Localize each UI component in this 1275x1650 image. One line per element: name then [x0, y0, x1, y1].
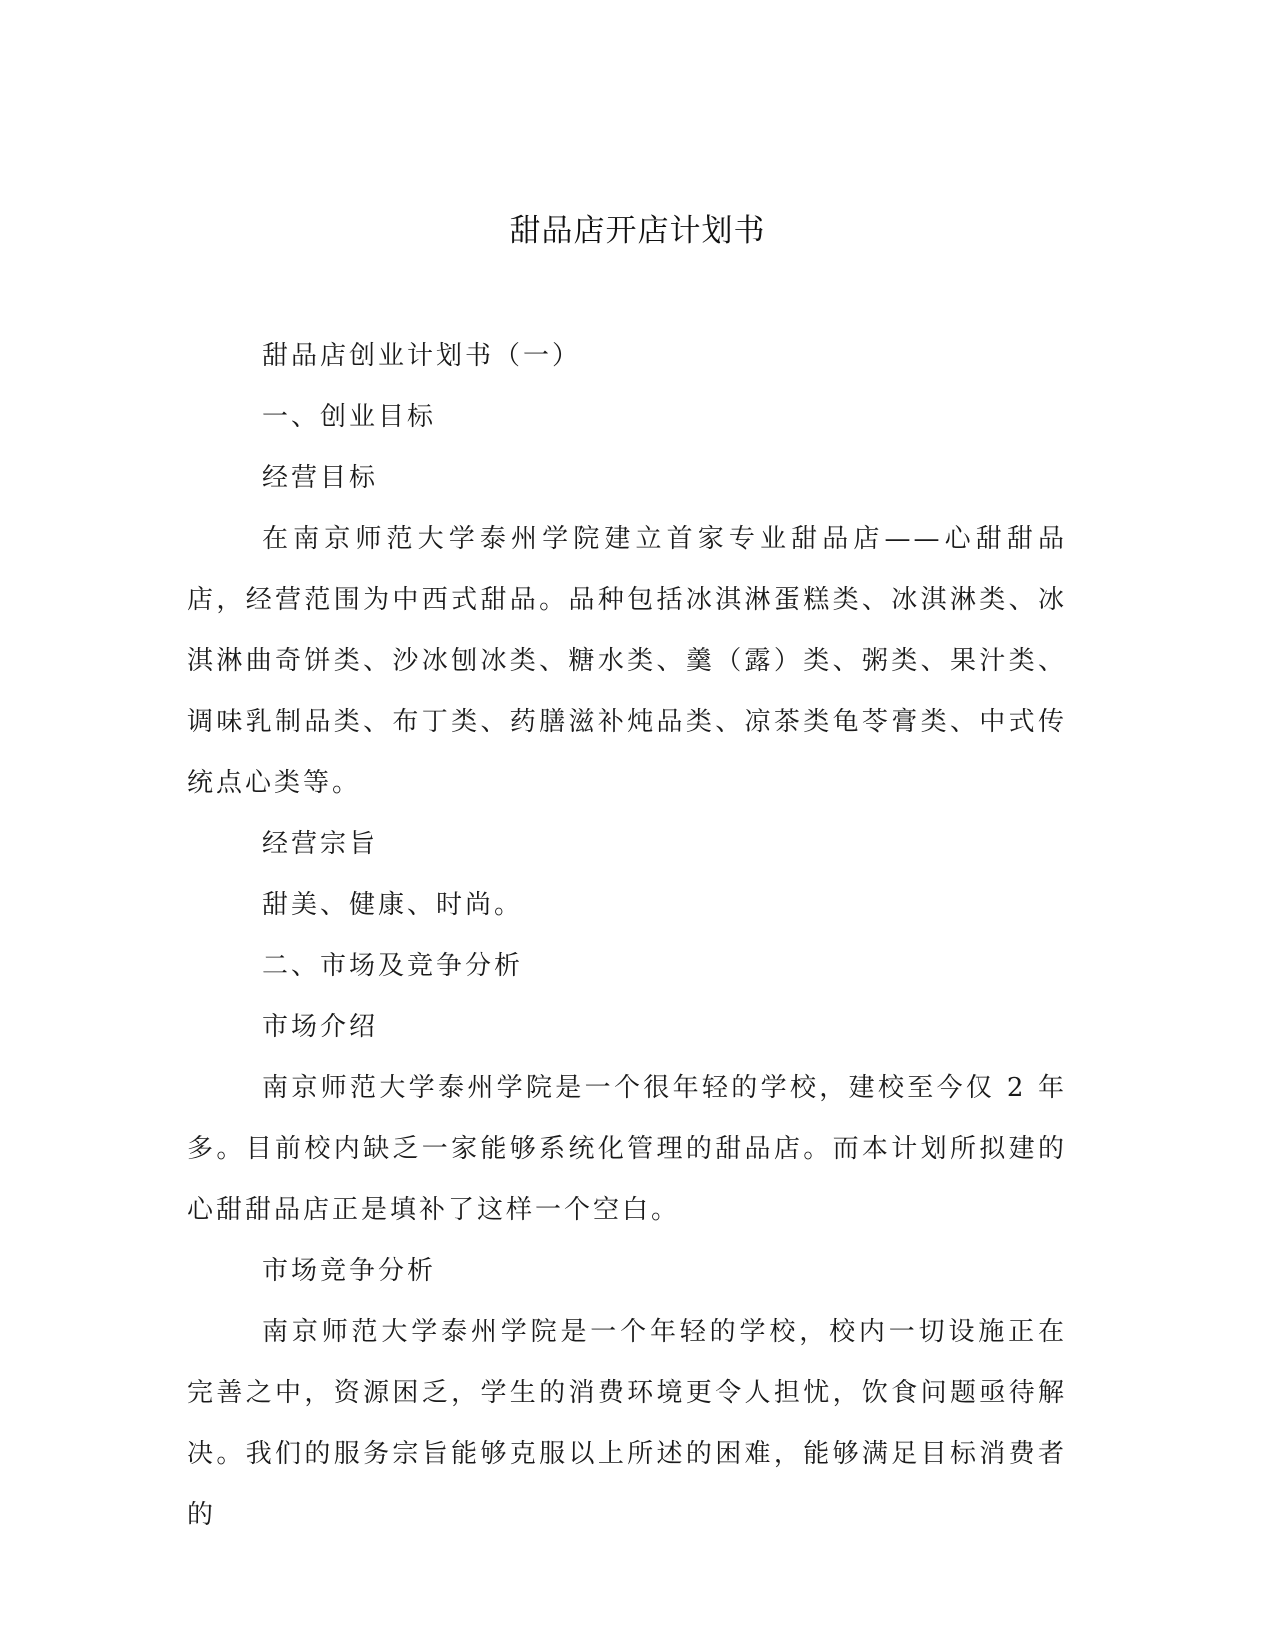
subsection-heading: 市场竞争分析	[262, 1256, 437, 1286]
subsection-heading: 经营宗旨	[262, 829, 379, 859]
subsection-heading: 市场介绍	[262, 1012, 379, 1042]
document-body	[187, 326, 1067, 1546]
document-title: 甜品店开店计划书	[509, 213, 766, 249]
body-paragraph: 南京师范大学泰州学院是一个很年轻的学校，建校至今仅 2 年多。目前校内缺乏一家能够系统化管理的甜品店。而本计划所拟建的心甜甜品店正是填补了这样一个空白。	[187, 1073, 1067, 1225]
subtitle: 甜品店创业计划书（一）	[262, 341, 582, 371]
section-heading: 二、市场及竞争分析	[262, 951, 524, 981]
section-heading: 一、创业目标	[262, 402, 437, 432]
body-paragraph: 甜美、健康、时尚。	[262, 890, 524, 920]
body-paragraph: 在南京师范大学泰州学院建立首家专业甜品店——心甜甜品店，经营范围为中西式甜品。品种包括冰淇淋蛋糕类、冰淇淋类、冰淇淋曲奇饼类、沙冰刨冰类、糖水类、羹（露）类、粥类、果汁类、调味乳制品类、布丁类、药膳滋补炖品类、凉茶类龟苓膏类、中式传统点心类等。	[187, 524, 1067, 798]
subsection-heading: 经营目标	[262, 463, 379, 493]
body-paragraph: 南京师范大学泰州学院是一个年轻的学校，校内一切设施正在完善之中，资源困乏，学生的消费环境更令人担忧，饮食问题亟待解决。我们的服务宗旨能够克服以上所述的困难，能够满足目标消费者的	[187, 1317, 1067, 1530]
